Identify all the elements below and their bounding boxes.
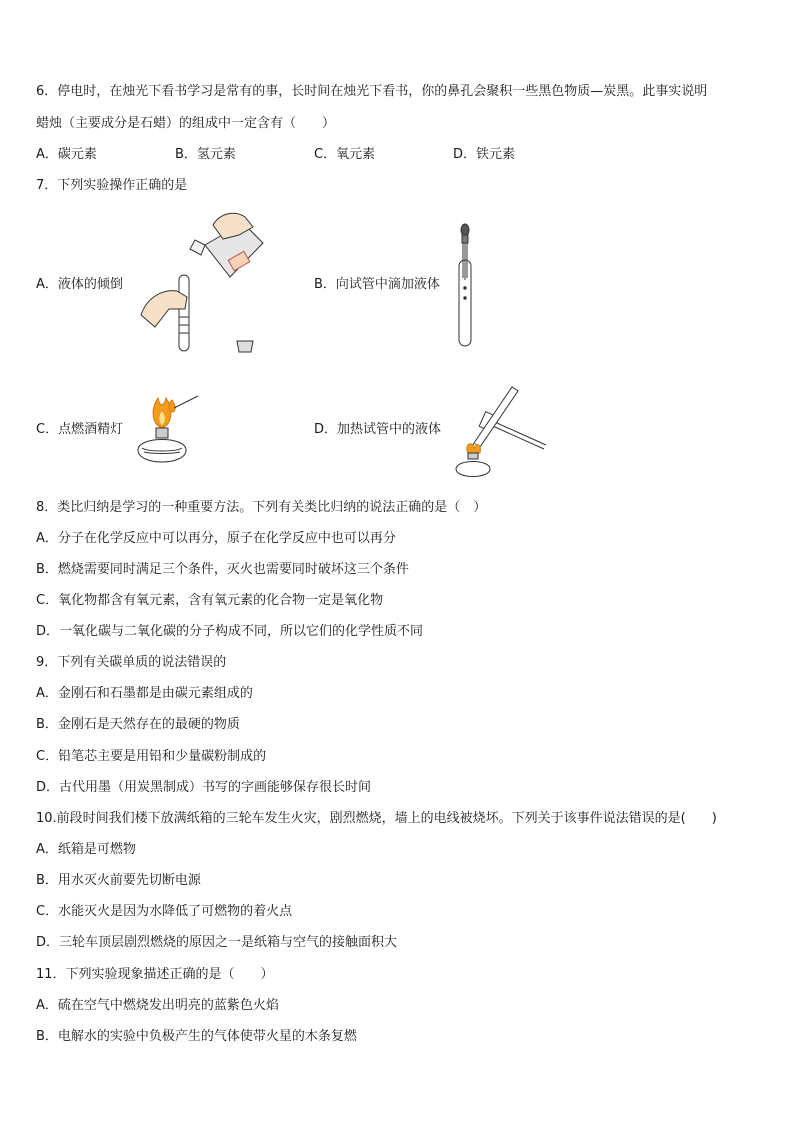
q11-option-a: A．硫在空气中燃烧发出明亮的蓝紫色火焰	[36, 998, 279, 1013]
q7-option-c: C．点燃酒精灯	[36, 422, 124, 437]
q6-option-d: D．铁元素	[453, 147, 516, 162]
q11-stem: 11．下列实验现象描述正确的是（ ）	[36, 967, 274, 982]
q6-stem-line2: 蜡烛（主要成分是石蜡）的组成中一定含有（ ）	[36, 116, 336, 131]
q6-option-b: B．氢元素	[175, 147, 236, 162]
q7-stem: 7．下列实验操作正确的是	[36, 178, 188, 193]
q8-option-b: B．燃烧需要同时满足三个条件，灭火也需要同时破坏这三个条件	[36, 562, 409, 577]
alcohol-lamp-figure	[128, 388, 203, 473]
pouring-liquid-figure	[135, 205, 275, 360]
q6-stem-line1: 6．停电时，在烛光下看书学习是常有的事，长时间在烛光下看书，你的鼻孔会聚积一些黑色物质—炭黑。此事实说明	[36, 84, 708, 99]
dropper-figure	[452, 222, 482, 352]
q10-stem: 10.前段时间我们楼下放满纸箱的三轮车发生火灾，剧烈燃烧，墙上的电线被烧坏。下列关于该事件说法错误的是( )	[36, 811, 717, 826]
q7-option-d: D．加热试管中的液体	[314, 422, 442, 437]
q7-option-b: B．向试管中滴加液体	[314, 277, 440, 292]
q9-stem: 9．下列有关碳单质的说法错误的	[36, 655, 227, 670]
q10-option-c: C．水能灭火是因为水降低了可燃物的着火点	[36, 904, 293, 919]
q9-option-d: D．古代用墨（用炭黑制成）书写的字画能够保存很长时间	[36, 780, 372, 795]
q6-option-c: C．氧元素	[314, 147, 376, 162]
heating-test-tube-figure	[450, 383, 550, 483]
q8-option-a: A．分子在化学反应中可以再分，原子在化学反应中也可以再分	[36, 531, 396, 546]
q9-option-c: C．铅笔芯主要是用铅和少量碳粉制成的	[36, 749, 267, 764]
q8-option-c: C．氧化物都含有氧元素，含有氧元素的化合物一定是氧化物	[36, 593, 384, 608]
q7-option-a: A．液体的倾倒	[36, 277, 123, 292]
q8-stem: 8．类比归纳是学习的一种重要方法。下列有关类比归纳的说法正确的是（ ）	[36, 500, 487, 515]
q11-option-b: B．电解水的实验中负极产生的气体使带火星的木条复燃	[36, 1029, 357, 1044]
q9-option-b: B．金刚石是天然存在的最硬的物质	[36, 717, 240, 732]
q10-option-b: B．用水灭火前要先切断电源	[36, 873, 201, 888]
q6-option-a: A．碳元素	[36, 147, 97, 162]
q9-option-a: A．金刚石和石墨都是由碳元素组成的	[36, 686, 253, 701]
q10-option-a: A．纸箱是可燃物	[36, 842, 136, 857]
q8-option-d: D．一氧化碳与二氧化碳的分子构成不同，所以它们的化学性质不同	[36, 624, 424, 639]
q10-option-d: D．三轮车顶层剧烈燃烧的原因之一是纸箱与空气的接触面积大	[36, 935, 398, 950]
